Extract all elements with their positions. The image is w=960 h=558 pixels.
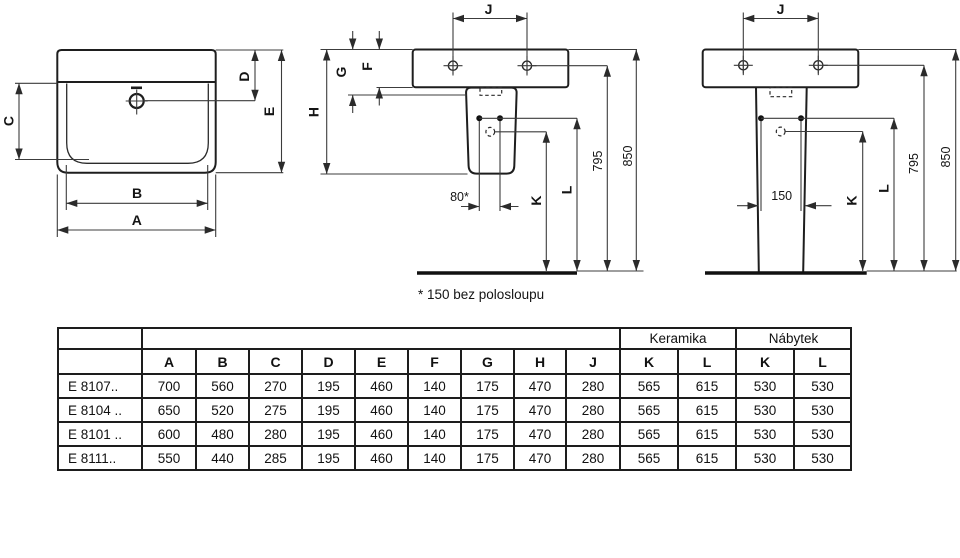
value-cell: 530	[736, 374, 794, 398]
dim-label-D: D	[236, 71, 252, 82]
col-header-G: G	[461, 349, 514, 374]
side-view-full-pedestal	[703, 1, 957, 273]
value-cell: 615	[678, 374, 736, 398]
half-pedestal-extension-lines	[321, 13, 644, 272]
dim-label-L-full: L	[875, 184, 892, 193]
dim-label-80: 80*	[450, 190, 469, 204]
value-cell: 460	[355, 374, 408, 398]
value-cell: 565	[620, 398, 678, 422]
value-cell: 270	[249, 374, 302, 398]
value-cell: 175	[461, 374, 514, 398]
mounting-hole-crosses-2	[734, 56, 828, 76]
col-header-A: A	[142, 349, 196, 374]
value-cell: 565	[620, 374, 678, 398]
dim-label-E: E	[261, 106, 277, 117]
value-cell: 560	[196, 374, 249, 398]
half-pedestal-outline	[466, 88, 517, 174]
dim-label-C: C	[0, 115, 17, 127]
value-cell: 530	[736, 446, 794, 470]
value-cell: 565	[620, 446, 678, 470]
value-cell: 470	[514, 374, 566, 398]
col-header-J: J	[566, 349, 620, 374]
value-cell: 175	[461, 446, 514, 470]
value-cell: 140	[408, 374, 461, 398]
value-cell: 175	[461, 398, 514, 422]
value-cell: 470	[514, 422, 566, 446]
value-cell: 470	[514, 446, 566, 470]
dim-label-J-half: J	[484, 1, 493, 17]
value-cell: 175	[461, 422, 514, 446]
group-header-keramika: Keramika	[620, 328, 736, 349]
value-cell: 285	[249, 446, 302, 470]
front-view	[1, 50, 284, 237]
table-row	[58, 422, 851, 446]
value-cell: 615	[678, 446, 736, 470]
side-view-half-pedestal	[306, 1, 644, 273]
dim-label-H: H	[305, 106, 322, 118]
value-cell: 195	[302, 398, 355, 422]
basin-side-outline	[413, 50, 569, 88]
value-cell: 520	[196, 398, 249, 422]
basin-side-outline-2	[703, 50, 859, 88]
model-cell: E 8111..	[58, 446, 142, 470]
dim-label-F: F	[359, 62, 375, 71]
value-cell: 140	[408, 446, 461, 470]
value-cell: 195	[302, 446, 355, 470]
value-cell: 530	[794, 374, 851, 398]
model-cell: E 8101 ..	[58, 422, 142, 446]
fixing-hole-dashed-circle-2	[776, 127, 785, 136]
col-header-D: D	[302, 349, 355, 374]
dim-label-B: B	[131, 185, 143, 201]
table-row	[58, 398, 851, 422]
table-group-header-row	[58, 328, 851, 349]
value-cell: 600	[142, 422, 196, 446]
footnote-text: * 150 bez polosloupu	[418, 287, 545, 302]
value-cell: 140	[408, 398, 461, 422]
pedestal-outline	[756, 88, 807, 272]
dim-label-L-half: L	[558, 185, 575, 195]
table-row	[58, 446, 851, 470]
fixing-hole-dashed-circle	[486, 127, 495, 136]
mounting-hole-icon	[444, 56, 537, 76]
value-cell: 480	[196, 422, 249, 446]
col-header-C: C	[249, 349, 302, 374]
mounting-hole-icon-2	[734, 56, 828, 76]
value-cell: 530	[794, 422, 851, 446]
dim-label-G: G	[333, 66, 349, 78]
pedestal-extension-lines	[743, 13, 956, 272]
value-cell: 700	[142, 374, 196, 398]
value-cell: 550	[142, 446, 196, 470]
value-cell: 530	[736, 398, 794, 422]
dim-label-150: 150	[771, 189, 793, 203]
group-header-nabytek: Nábytek	[736, 328, 851, 349]
value-cell: 615	[678, 422, 736, 446]
col-header-H: H	[514, 349, 566, 374]
value-cell: 460	[355, 446, 408, 470]
value-cell: 460	[355, 422, 408, 446]
dim-label-850-full: 850	[939, 146, 953, 168]
value-cell: 650	[142, 398, 196, 422]
col-header-L-nabytek: L	[794, 349, 851, 374]
table-row	[58, 374, 851, 398]
dimension-table	[57, 327, 852, 471]
value-cell: 280	[566, 374, 620, 398]
value-cell: 140	[408, 422, 461, 446]
value-cell: 460	[355, 398, 408, 422]
value-cell: 615	[678, 398, 736, 422]
spacer-cell	[142, 328, 620, 349]
basin-inner-outline	[67, 84, 209, 164]
value-cell: 280	[566, 446, 620, 470]
value-cell: 470	[514, 398, 566, 422]
col-header-F: F	[408, 349, 461, 374]
dim-label-795-half: 795	[591, 150, 605, 172]
col-header-E: E	[355, 349, 408, 374]
dim-label-K-full: K	[843, 195, 860, 206]
value-cell: 530	[736, 422, 794, 446]
col-header-K-keramika: K	[620, 349, 678, 374]
table-column-header-row	[58, 349, 851, 374]
dim-label-A: A	[131, 212, 142, 228]
value-cell: 275	[249, 398, 302, 422]
value-cell: 280	[566, 422, 620, 446]
col-header-K-nabytek: K	[736, 349, 794, 374]
value-cell: 280	[249, 422, 302, 446]
model-header-cell	[58, 349, 142, 374]
dim-label-J-full: J	[776, 1, 785, 17]
corner-cell	[58, 328, 142, 349]
model-cell: E 8107..	[58, 374, 142, 398]
value-cell: 530	[794, 398, 851, 422]
mounting-hole-crosses	[444, 56, 537, 76]
col-header-L-keramika: L	[678, 349, 736, 374]
value-cell: 565	[620, 422, 678, 446]
value-cell: 195	[302, 422, 355, 446]
dim-label-795-full: 795	[907, 153, 921, 174]
drain-dashed-outline-2	[770, 87, 792, 96]
value-cell: 530	[794, 446, 851, 470]
value-cell: 440	[196, 446, 249, 470]
col-header-B: B	[196, 349, 249, 374]
value-cell: 280	[566, 398, 620, 422]
dim-label-K-half: K	[528, 195, 544, 206]
value-cell: 195	[302, 374, 355, 398]
dim-label-850-half: 850	[621, 145, 635, 167]
model-cell: E 8104 ..	[58, 398, 142, 422]
